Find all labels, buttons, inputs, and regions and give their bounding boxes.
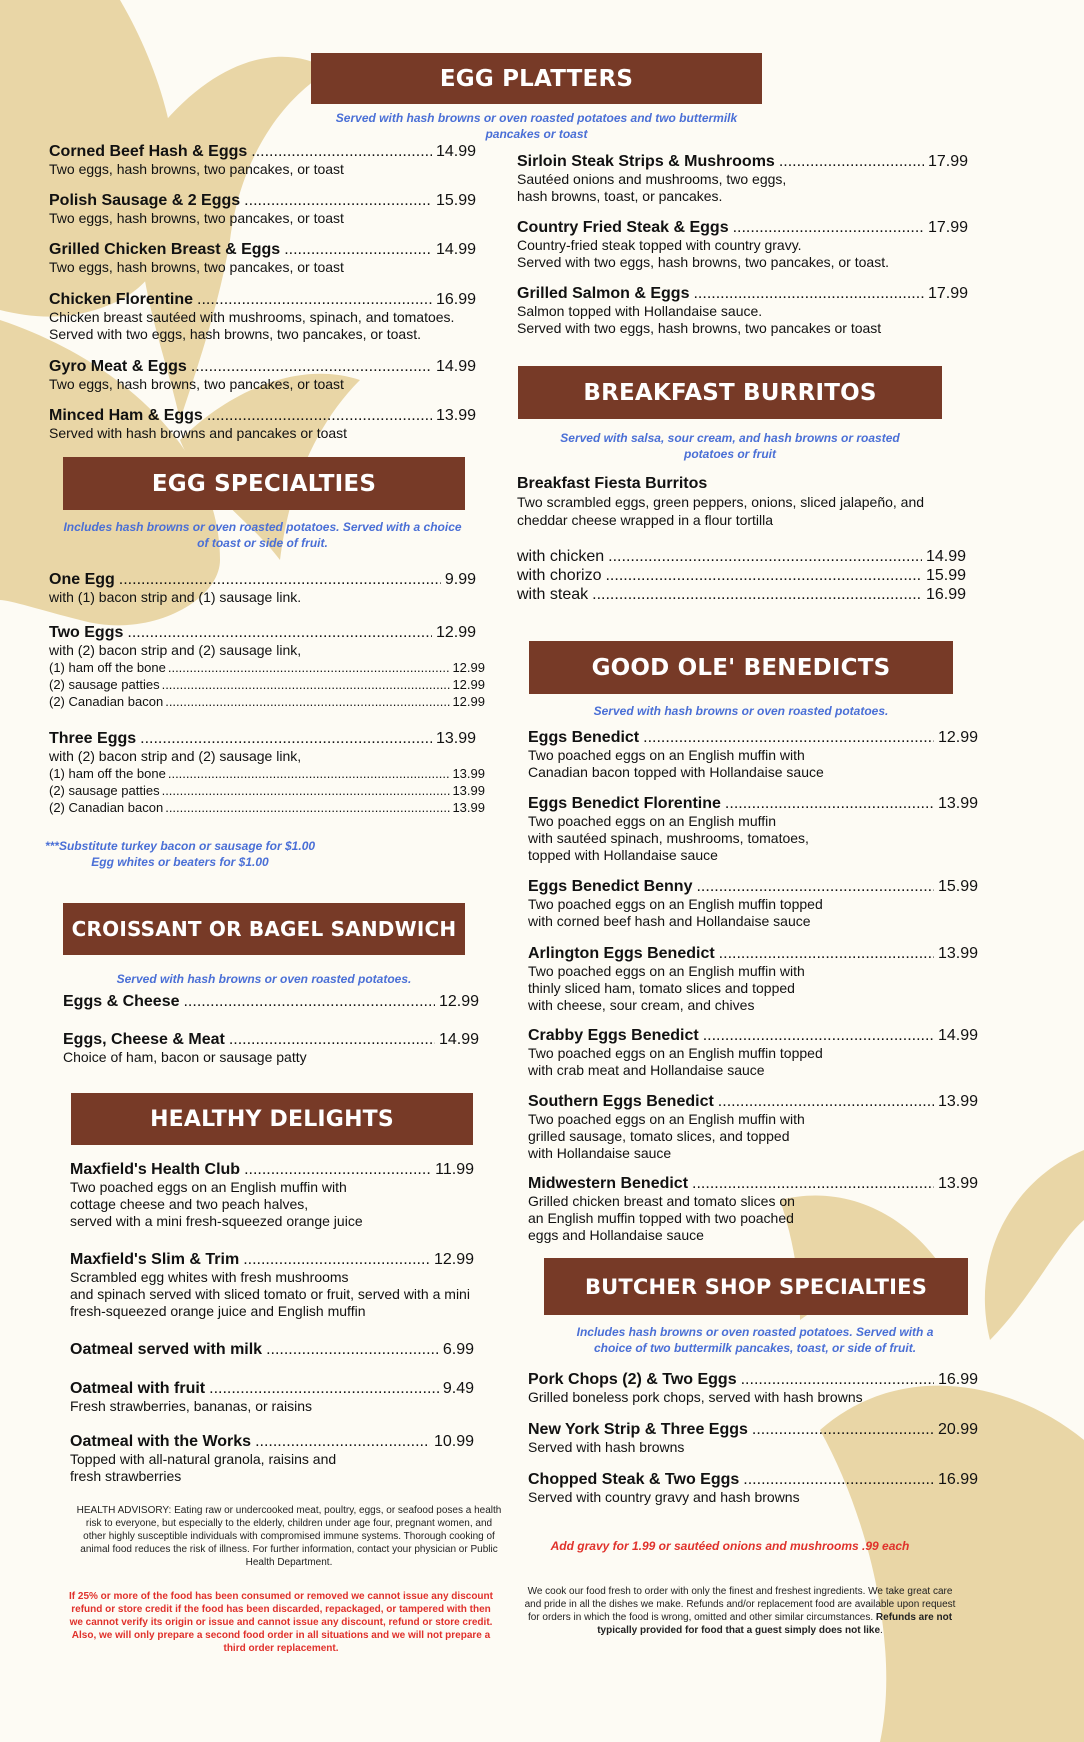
healthy-delights-header: HEALTHY DELIGHTS xyxy=(71,1093,473,1145)
item-price: 14.99 xyxy=(435,241,476,258)
item-price: 16.99 xyxy=(937,1371,978,1388)
menu-item xyxy=(70,1340,474,1359)
item-desc: an English muffin topped with two poached xyxy=(528,1210,794,1226)
sub-option: (2) Canadian bacon ..... 13.99 xyxy=(49,799,485,816)
item-name: Corned Beef Hash & Eggs xyxy=(49,143,248,160)
sub-option: (2) sausage patties ..... 12.99 xyxy=(49,676,485,693)
item-price: 12.99 xyxy=(435,624,476,641)
egg-specialties-note: Includes hash browns or oven roasted potatoes. Served with a choice of toast or side of fruit. xyxy=(63,520,462,550)
benedicts-header: GOOD OLE' BENEDICTS xyxy=(529,641,953,694)
item-desc: served with a mini fresh-squeezed orange juice xyxy=(70,1213,363,1229)
item-desc: Two poached eggs on an English muffin with xyxy=(528,1111,805,1127)
item-desc: Served with country gravy and hash browns xyxy=(528,1489,800,1505)
item-desc: with Hollandaise sauce xyxy=(528,1145,672,1161)
croissant-note: Served with hash browns or oven roasted potatoes. xyxy=(116,972,412,986)
item-desc: Two poached eggs on an English muffin with xyxy=(528,747,805,763)
item-desc: Salmon topped with Hollandaise sauce. xyxy=(517,303,763,319)
item-price: 9.99 xyxy=(444,571,476,588)
item-desc: Grilled boneless pork chops, served with hash browns xyxy=(528,1389,863,1405)
item-name: Southern Eggs Benedict xyxy=(528,1093,714,1110)
item-name: Chopped Steak & Two Eggs xyxy=(528,1471,740,1488)
item-desc: Country-fried steak topped with country gravy. xyxy=(517,237,802,253)
item-name: Two Eggs xyxy=(49,624,124,641)
item-name: New York Strip & Three Eggs xyxy=(528,1421,748,1438)
refund-warning: If 25% or more of the food has been consumed or removed we cannot issue any discount refund or store credit if the food has been discarded, repackaged, or tampered with then we cannot verify its origin or issue and cannot issue any discount, refund or store credit. Also, we will only prepare a second food order in all situations and we will not prepare a third order replacement. xyxy=(69,1591,493,1654)
menu-item xyxy=(528,1420,978,1456)
croissant-header: CROISSANT OR BAGEL SANDWICH xyxy=(63,903,465,955)
footer-note: We cook our food fresh to order with only the finest and freshest ingredients. We take great care and pride in all the dishes we make. Refunds and/or replacement food are available upon request for orders in which the food is wrong, omitted and other similar circumstances. Refunds are not typically provided for food that a guest simply does not like. xyxy=(524,1586,956,1636)
item-desc: Canadian bacon topped with Hollandaise sauce xyxy=(528,764,824,780)
menu-item xyxy=(517,284,968,337)
item-desc: Two eggs, hash browns, two pancakes, or toast xyxy=(49,210,344,226)
menu-item xyxy=(528,1092,978,1162)
item-desc: with sautéed spinach, mushrooms, tomatoes, xyxy=(528,830,809,846)
item-desc: Fresh strawberries, bananas, or raisins xyxy=(70,1398,312,1414)
menu-item xyxy=(49,191,476,227)
menu-item xyxy=(528,877,978,930)
item-name: Minced Ham & Eggs xyxy=(49,407,203,424)
item-name: Eggs Benedict Florentine xyxy=(528,795,721,812)
breakfast-burritos-header: BREAKFAST BURRITOS xyxy=(518,366,942,419)
item-name: Grilled Chicken Breast & Eggs xyxy=(49,241,281,258)
sub-option: (2) sausage patties ..... 13.99 xyxy=(49,782,485,799)
butcher-note: Includes hash browns or oven roasted potatoes. Served with a choice of two buttermilk pancakes, toast, or side of fruit. xyxy=(576,1325,934,1355)
item-desc: with (2) bacon strip and (2) sausage link, xyxy=(49,748,302,764)
item-name: Eggs Benedict xyxy=(528,729,640,746)
item-name: Eggs Benedict Benny xyxy=(528,878,693,895)
item-desc: with corned beef hash and Hollandaise sauce xyxy=(528,913,811,929)
item-desc: with (2) bacon strip and (2) sausage link, xyxy=(49,642,302,658)
item-desc: fresh-squeezed orange juice and English muffin xyxy=(70,1303,366,1319)
item-name: Breakfast Fiesta Burritos xyxy=(517,475,708,492)
item-name: Oatmeal with fruit xyxy=(70,1380,206,1397)
item-price: 14.99 xyxy=(438,1031,479,1048)
item-name: Grilled Salmon & Eggs xyxy=(517,285,690,302)
item-price: 16.99 xyxy=(937,1471,978,1488)
egg-platters-header: EGG PLATTERS xyxy=(311,53,762,104)
menu-item xyxy=(70,1432,474,1485)
benedicts-note: Served with hash browns or oven roasted potatoes. xyxy=(593,704,889,718)
item-price: 17.99 xyxy=(927,285,968,302)
item-price: 14.99 xyxy=(435,358,476,375)
menu-item xyxy=(49,240,476,276)
item-name: Arlington Eggs Benedict xyxy=(528,945,715,962)
item-name: Eggs & Cheese xyxy=(63,993,180,1010)
option-price: 14.99 xyxy=(925,548,966,565)
item-price: 13.99 xyxy=(937,1093,978,1110)
item-name: Three Eggs xyxy=(49,730,137,747)
item-desc: Topped with all-natural granola, raisins and xyxy=(70,1451,337,1467)
egg-platters-note: Served with hash browns or oven roasted potatoes and two buttermilk pancakes or toast xyxy=(335,111,738,141)
item-desc: Scrambled egg whites with fresh mushrooms xyxy=(70,1269,349,1285)
menu-item xyxy=(517,474,968,529)
item-desc: with crab meat and Hollandaise sauce xyxy=(528,1062,765,1078)
menu-item xyxy=(49,570,476,606)
item-price: 12.99 xyxy=(433,1251,474,1268)
item-name: Maxfield's Health Club xyxy=(70,1161,241,1178)
menu-item xyxy=(70,1160,474,1230)
menu-item xyxy=(528,728,978,781)
egg-specialties-header: EGG SPECIALTIES xyxy=(63,457,465,510)
menu-item xyxy=(517,152,968,205)
item-price: 14.99 xyxy=(937,1027,978,1044)
item-price: 13.99 xyxy=(435,407,476,424)
item-name: Oatmeal with the Works xyxy=(70,1433,252,1450)
footer-bold: Refunds are not typically provided for food that a guest simply does not like xyxy=(597,1612,953,1636)
item-desc: Two eggs, hash browns, two pancakes, or toast xyxy=(49,259,344,275)
health-advisory: HEALTH ADVISORY: Eating raw or undercooked meat, poultry, eggs, or seafood poses a health risk to everyone, but especially to the elderly, children under age four, pregnant women, and other highly susceptible individuals with compromised immune systems. Thorough cooking of animal food reduces the risk of illness. For further information, contact your physician or Public Health Department. xyxy=(76,1505,502,1568)
item-name: Polish Sausage & 2 Eggs xyxy=(49,192,241,209)
butcher-shop-header: BUTCHER SHOP SPECIALTIES xyxy=(544,1258,968,1315)
item-desc: and spinach served with sliced tomato or fruit, served with a mini xyxy=(70,1286,470,1302)
item-name: Pork Chops (2) & Two Eggs xyxy=(528,1371,737,1388)
menu-item xyxy=(49,142,476,178)
substitute-note: ***Substitute turkey bacon or sausage for $1.00 Egg whites or beaters for $1.00 xyxy=(44,839,316,869)
item-name: Crabby Eggs Benedict xyxy=(528,1027,699,1044)
item-price: 20.99 xyxy=(937,1421,978,1438)
option-name: with chicken xyxy=(517,548,605,565)
item-desc: topped with Hollandaise sauce xyxy=(528,847,718,863)
item-price: 17.99 xyxy=(927,219,968,236)
item-price: 17.99 xyxy=(927,153,968,170)
item-desc: Two eggs, hash browns, two pancakes, or toast xyxy=(49,161,344,177)
menu-item xyxy=(528,794,978,864)
item-desc: Served with two eggs, hash browns, two pancakes or toast xyxy=(517,320,882,336)
menu-item xyxy=(63,992,479,1011)
menu-item xyxy=(528,1174,978,1244)
item-price: 16.99 xyxy=(435,291,476,308)
item-name: Gyro Meat & Eggs xyxy=(49,358,187,375)
item-desc: Grilled chicken breast and tomato slices on xyxy=(528,1193,795,1209)
item-desc: eggs and Hollandaise sauce xyxy=(528,1227,704,1243)
menu-item xyxy=(49,406,476,442)
sub-option: (2) Canadian bacon ..... 12.99 xyxy=(49,693,485,710)
item-desc: Sautéed onions and mushrooms, two eggs, xyxy=(517,171,787,187)
option-name: with steak xyxy=(517,586,589,603)
menu-item xyxy=(70,1379,474,1415)
menu-item xyxy=(49,357,476,393)
item-desc: Served with hash browns xyxy=(528,1439,685,1455)
item-desc: hash browns, toast, or pancakes. xyxy=(517,188,723,204)
sub-option: (1) ham off the bone ..... 13.99 xyxy=(49,765,485,782)
item-price: 13.99 xyxy=(937,1175,978,1192)
item-price: 13.99 xyxy=(937,795,978,812)
item-desc: Served with hash browns and pancakes or toast xyxy=(49,425,348,441)
decor-shape-right-bottom xyxy=(985,1150,1084,1340)
burritos-note: Served with salsa, sour cream, and hash browns or roasted potatoes or fruit xyxy=(560,431,900,461)
item-desc: Served with two eggs, hash browns, two pancakes, or toast. xyxy=(49,326,421,342)
item-desc: with (1) bacon strip and (1) sausage link. xyxy=(49,589,302,605)
option-price: 15.99 xyxy=(925,567,966,584)
item-name: Sirloin Steak Strips & Mushrooms xyxy=(517,153,775,170)
item-desc: Two poached eggs on an English muffin topped xyxy=(528,1045,823,1061)
item-price: 14.99 xyxy=(435,143,476,160)
burrito-options xyxy=(517,547,966,604)
menu-item xyxy=(63,1030,479,1066)
menu-item xyxy=(528,944,978,1014)
item-name: Eggs, Cheese & Meat xyxy=(63,1031,225,1048)
item-name: One Egg xyxy=(49,571,115,588)
menu-item xyxy=(528,1370,978,1406)
item-desc: Two eggs, hash browns, two pancakes, or toast xyxy=(49,376,344,392)
option-name: with chorizo xyxy=(517,567,602,584)
item-price: 12.99 xyxy=(937,729,978,746)
item-desc: Choice of ham, bacon or sausage patty xyxy=(63,1049,307,1065)
item-desc: Two scrambled eggs, green peppers, onions, sliced jalapeño, and cheddar cheese wrapped in a flour tortilla xyxy=(517,494,925,528)
item-name: Midwestern Benedict xyxy=(528,1175,689,1192)
item-price: 10.99 xyxy=(433,1433,474,1450)
item-name: Country Fried Steak & Eggs xyxy=(517,219,729,236)
item-desc: grilled sausage, tomato slices, and topped xyxy=(528,1128,790,1144)
item-price: 9.49 xyxy=(442,1380,474,1397)
item-price: 15.99 xyxy=(435,192,476,209)
option-price: 16.99 xyxy=(925,586,966,603)
item-desc: Two poached eggs on an English muffin xyxy=(528,813,777,829)
item-name: Maxfield's Slim & Trim xyxy=(70,1251,240,1268)
item-price: 6.99 xyxy=(442,1341,474,1358)
menu-item xyxy=(70,1250,474,1320)
item-name: Oatmeal served with milk xyxy=(70,1341,263,1358)
menu-item xyxy=(49,623,485,710)
item-price: 13.99 xyxy=(937,945,978,962)
menu-item xyxy=(528,1470,978,1506)
item-desc: cottage cheese and two peach halves, xyxy=(70,1196,309,1212)
item-desc: Chicken breast sautéed with mushrooms, spinach, and tomatoes. xyxy=(49,309,455,325)
sub-option: (1) ham off the bone ..... 12.99 xyxy=(49,659,485,676)
item-name: Chicken Florentine xyxy=(49,291,194,308)
menu-item xyxy=(517,218,968,271)
menu-item xyxy=(49,729,485,816)
item-desc: Served with two eggs, hash browns, two pancakes, or toast. xyxy=(517,254,889,270)
item-desc: Two poached eggs on an English muffin topped xyxy=(528,896,823,912)
menu-item xyxy=(528,1026,978,1079)
item-desc: with cheese, sour cream, and chives xyxy=(528,997,755,1013)
addon-note: Add gravy for 1.99 or sautéed onions and mushrooms .99 each xyxy=(550,1539,910,1553)
item-price: 13.99 xyxy=(435,730,476,747)
item-price: 12.99 xyxy=(438,993,479,1010)
item-desc: Two poached eggs on an English muffin with xyxy=(70,1179,347,1195)
item-desc: fresh strawberries xyxy=(70,1468,182,1484)
item-price: 11.99 xyxy=(435,1161,474,1178)
menu-item xyxy=(49,290,476,343)
item-desc: thinly sliced ham, tomato slices and topped xyxy=(528,980,795,996)
item-price: 15.99 xyxy=(937,878,978,895)
item-desc: Two poached eggs on an English muffin with xyxy=(528,963,805,979)
